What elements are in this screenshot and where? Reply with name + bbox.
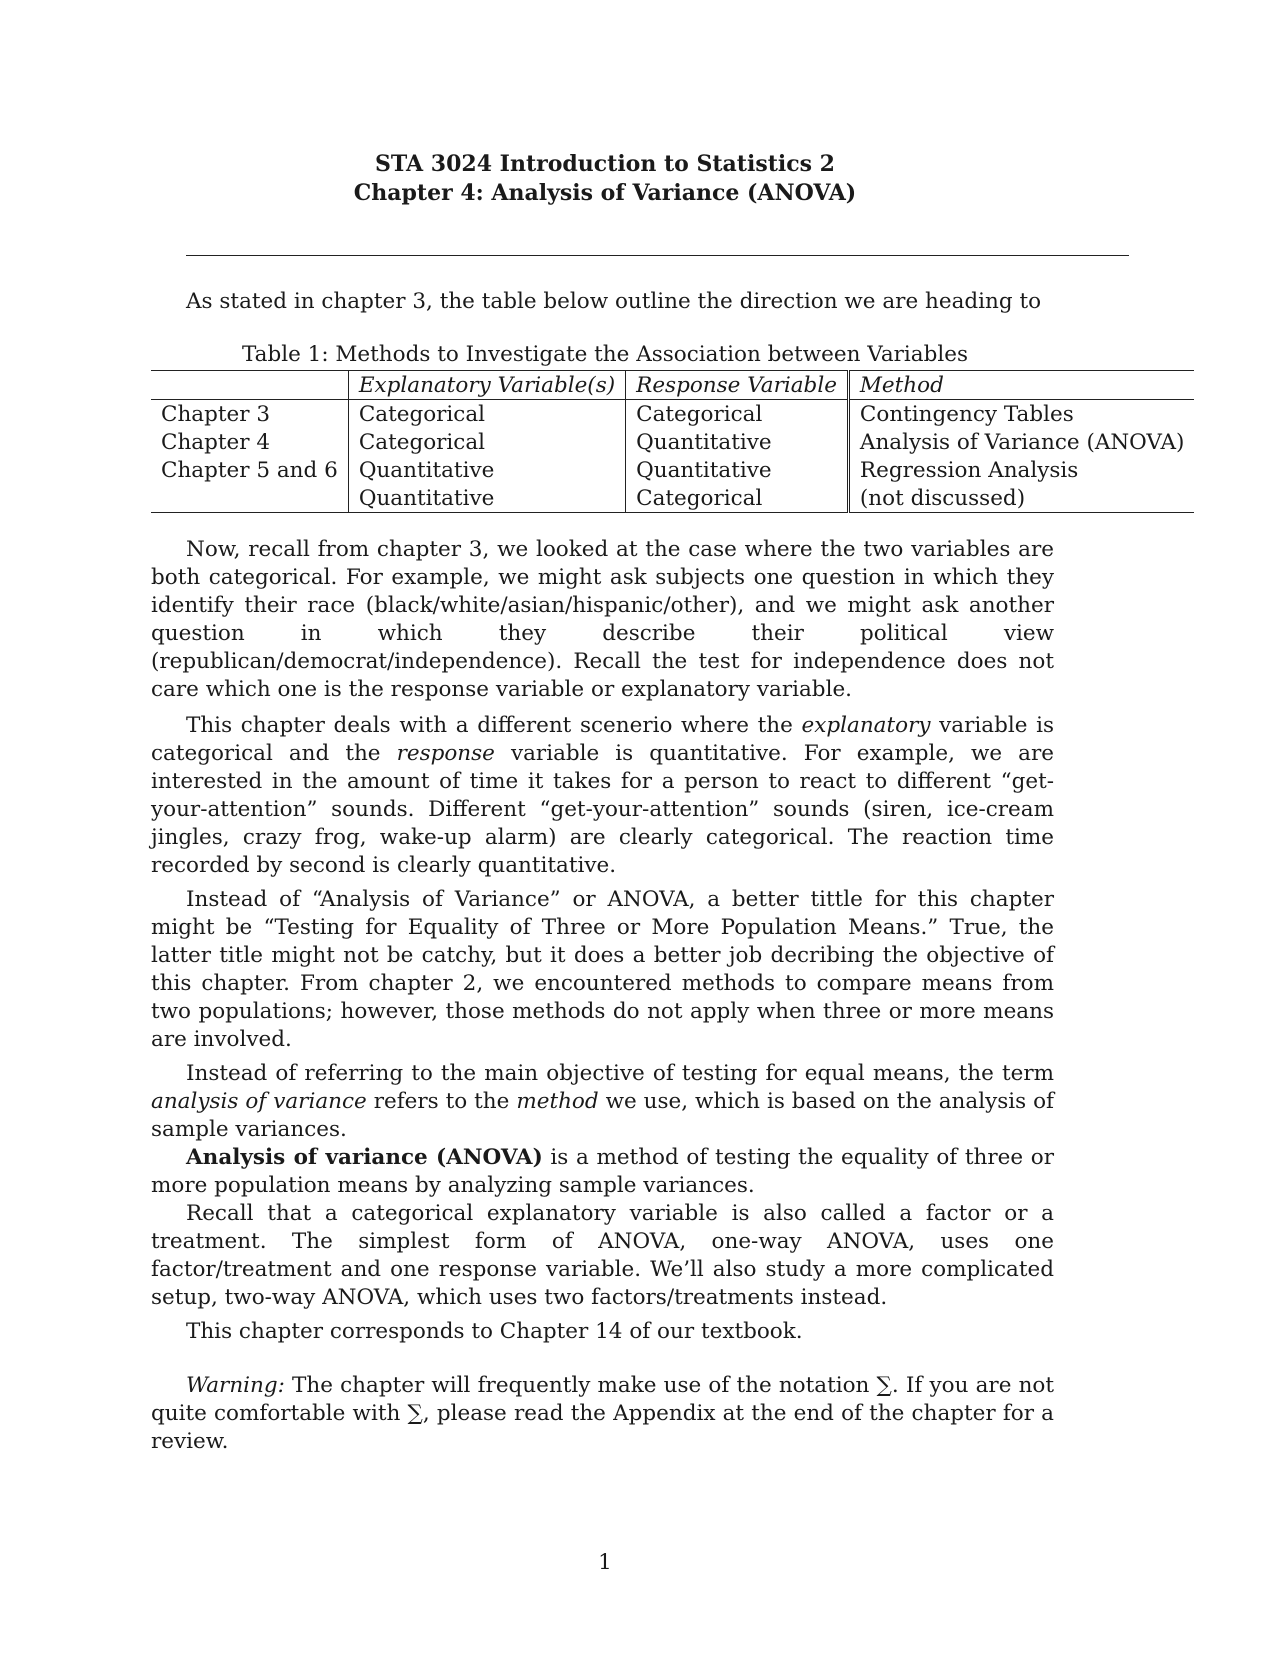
emphasis-text: explanatory: [801, 713, 931, 738]
paragraph-title-note: [151, 886, 1054, 1054]
paragraph-definition: [151, 1060, 1054, 1312]
table-cell: Regression Analysis: [859, 457, 1079, 483]
table-cell: Quantitative: [348, 456, 625, 484]
table-cell: Categorical: [348, 428, 625, 456]
sigma-symbol: ∑: [876, 1373, 892, 1398]
paragraph-warning: [151, 1372, 1054, 1456]
table-cell: Categorical: [626, 400, 849, 429]
table-row: [151, 400, 1194, 429]
sigma-symbol: ∑: [407, 1401, 423, 1426]
title-line-2: Chapter 4: Analysis of Variance (ANOVA): [353, 180, 857, 206]
paragraph-text: refers to the: [366, 1089, 517, 1114]
table-cell: Quantitative: [626, 428, 849, 456]
paragraph-text: variable is quantitative. For example, we are interested in the amount of time it takes for a person to react to different “get-your-attention” sounds. Different “get-your-attention” sounds (siren, ice-cream jingles, crazy frog, wake-up alarm) are clearly categorical. The reaction time recorded by second is clearly quantitative.: [151, 741, 1054, 878]
table-cell: Chapter 5 and 6: [151, 456, 348, 484]
paragraph-text: Instead of referring to the main objective of testing for equal means, the term: [186, 1061, 1054, 1086]
table-caption: Table 1: Methods to Investigate the Association between Variables: [241, 342, 969, 367]
table-cell: Categorical: [626, 484, 849, 513]
paragraph-text: This chapter deals with a different scenerio where the: [186, 713, 802, 738]
header-cell: [151, 371, 348, 400]
table-cell: Chapter 3: [151, 400, 348, 429]
table-cell: (not discussed): [848, 484, 1194, 513]
paragraph-text: This chapter corresponds to Chapter 14 of our textbook.: [186, 1319, 803, 1344]
table-row: [151, 428, 1194, 456]
bold-term: Analysis of variance (ANOVA): [186, 1145, 543, 1170]
table-header-row: [151, 371, 1194, 400]
emphasis-text: method: [516, 1089, 599, 1114]
document-title: [0, 150, 1210, 208]
header-cell: Explanatory Variable(s): [348, 371, 625, 400]
table-cell: Quantitative: [348, 484, 625, 513]
table-cell: Analysis of Variance (ANOVA): [859, 429, 1185, 455]
title-line-1: STA 3024 Introduction to Statistics 2: [375, 151, 835, 177]
emphasis-text: response: [396, 741, 495, 766]
paragraph-textbook: [151, 1318, 1054, 1346]
paragraph-text: variable is categorical and the: [151, 713, 1054, 766]
paragraph-recall: [151, 536, 1054, 704]
warning-label: Warning:: [186, 1373, 285, 1398]
table-cell: Categorical: [348, 400, 625, 429]
paragraph-text: . If you are not quite comfortable with: [151, 1373, 1054, 1426]
methods-table: [151, 370, 1194, 513]
table-cell: Quantitative: [626, 456, 849, 484]
table-row: [151, 456, 1194, 484]
paragraph-scenario: [151, 712, 1054, 880]
table-cell: [151, 484, 348, 513]
paragraph-text: Now, recall from chapter 3, we looked at the case where the two variables are both categorical. For example, we might ask subjects one question in which they identify their race (black/white/asian/hispanic/other), and we might ask another question in which they describe their political view (republican/democrat/independence). Recall the test for independence does not care which one is the response variable or explanatory variable.: [151, 537, 1054, 702]
table-cell: Chapter 4: [151, 428, 348, 456]
header-cell: Response Variable: [626, 371, 849, 400]
header-cell: Method: [848, 371, 1194, 400]
paragraph-text: Recall that a categorical explanatory variable is also called a factor or a treatment. The simplest form of ANOVA, one-way ANOVA, uses one factor/treatment and one response variable. We’ll also study a more complicated setup, two-way ANOVA, which uses two factors/treatments instead.: [151, 1201, 1054, 1310]
table-row: [151, 484, 1194, 513]
paragraph-text: , please read the Appendix at the end of the chapter for a review.: [151, 1401, 1054, 1454]
table-cell: Contingency Tables: [859, 401, 1074, 427]
intro-sentence: As stated in chapter 3, the table below outline the direction we are heading to: [186, 289, 1042, 314]
paragraph-text: we use, which is based on the analysis of sample variances.: [151, 1089, 1055, 1142]
emphasis-text: analysis of variance: [151, 1089, 367, 1114]
paragraph-text: The chapter will frequently make use of the notation: [284, 1373, 877, 1398]
page-number: 1: [598, 1550, 612, 1575]
paragraph-text: Instead of “Analysis of Variance” or ANOVA, a better tittle for this chapter might be “Testing for Equality of Three or More Population Means.” True, the latter title might not be catchy, but it does a better job decribing the objective of this chapter. From chapter 2, we encountered methods to compare means from two populations; however, those methods do not apply when three or more means are involved.: [151, 887, 1054, 1052]
paragraph-text: is a method of testing the equality of three or more population means by analyzing sample variances.: [151, 1145, 1054, 1198]
title-divider: [186, 255, 1129, 256]
